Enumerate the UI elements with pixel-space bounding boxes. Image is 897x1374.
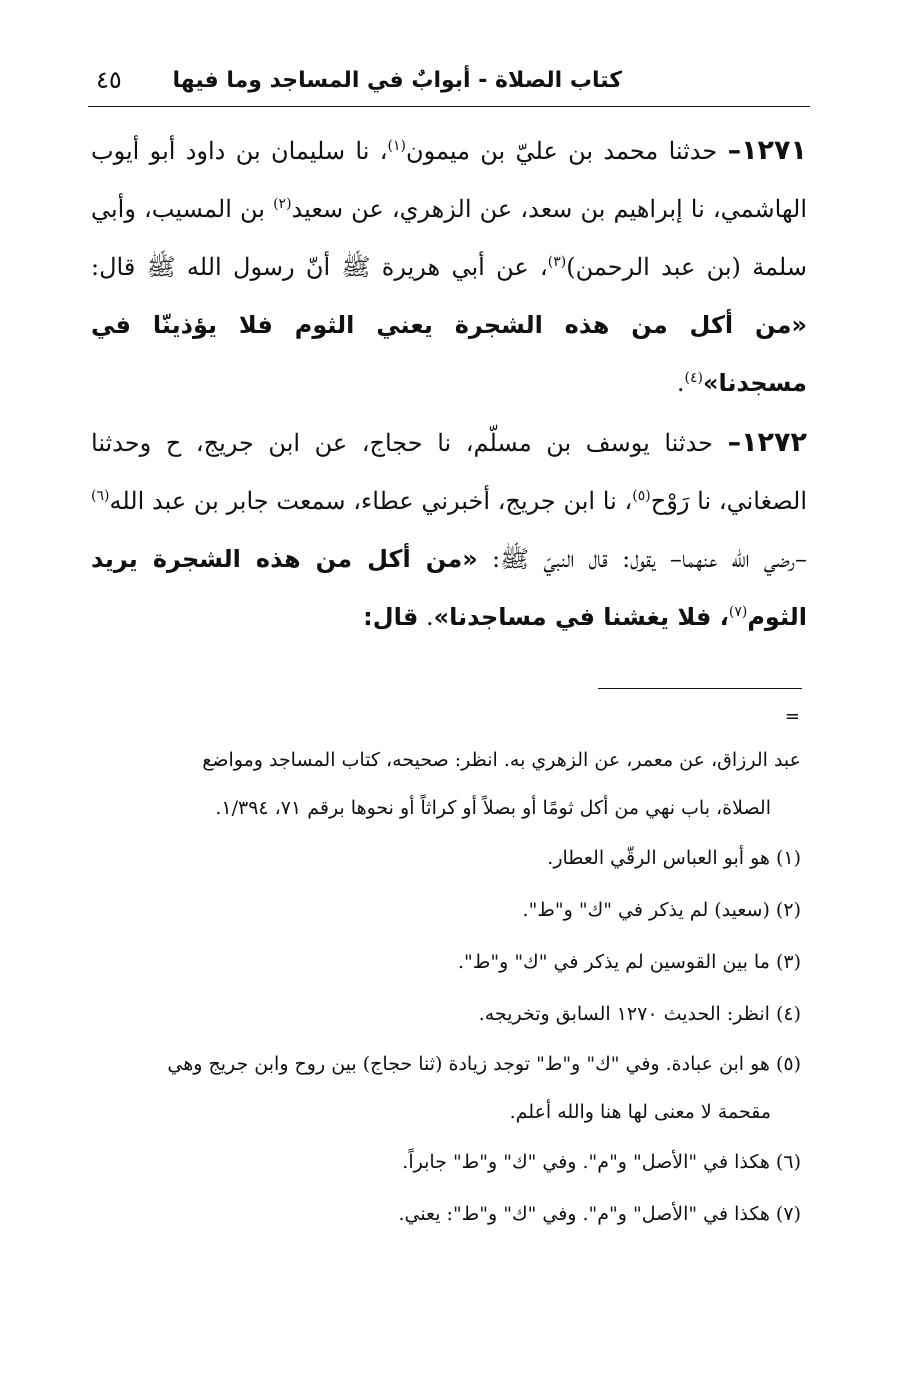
footnote-continuation-mark: = bbox=[784, 706, 800, 727]
footnote-ref: (٦) bbox=[91, 488, 110, 504]
footnote-ref: (٢) bbox=[273, 196, 292, 212]
footnote-ref: (٥) bbox=[632, 488, 651, 504]
footnote-4: (٤) انظر: الحديث ١٢٧٠ السابق وتخريجه. bbox=[478, 1003, 801, 1025]
hadith-1272: ١٢٧٢– حدثنا يوسف بن مسلّم، نا حجاج، عن ابن جريج، ح وحدثنا الصغاني، نا رَوْح$^{(٥)}$، نا ابن جريج، أخبرني عطاء، سمعت جابر بن عبد الله$^{(٦)}$ –رضي الله عنهما– يقول: قال النبيّ ﷺ: «من أكل من هذه الشجرة يريد الثوم$^{(٧)}$، فلا يغشنا في مساجدنا». قال: bbox=[91, 427, 807, 631]
hadith-number: ١٢٧١ bbox=[741, 135, 807, 166]
footnote-ref: (١) bbox=[387, 138, 406, 154]
footnotes bbox=[89, 736, 801, 1240]
prophetic-quote: من أكل من هذه الشجرة يريد الثوم bbox=[91, 545, 807, 631]
running-header bbox=[88, 62, 810, 107]
hadith-number: ١٢٧٢ bbox=[741, 427, 807, 458]
page-number: ٤٥ bbox=[96, 66, 122, 94]
footnote-continued: الصلاة، باب نهي من أكل ثومًا أو بصلاً أو كراثاً أو نحوها برقم ٧١، ١/٣٩٤. bbox=[215, 797, 771, 819]
footnote-continued: عبد الرزاق، عن معمر، عن الزهري به. انظر: صحيحه، كتاب المساجد ومواضع bbox=[202, 749, 801, 771]
main-text bbox=[91, 122, 807, 646]
hadith-1271: ١٢٧١– حدثنا محمد بن عليّ بن ميمون$^{(١)}$، نا سليمان بن داود أبو أيوب الهاشمي، نا إبراهيم بن سعد، عن الزهري، عن سعيد$^{(٢)}$ بن المسيب، وأبي سلمة (بن عبد الرحمن)$^{(٣)}$، عن أبي هريرة ﷺ أنّ رسول الله ﷺ قال: «من أكل من هذه الشجرة يعني الثوم فلا يؤذينّا في مسجدنا»$^{(٤)}$. bbox=[91, 135, 807, 397]
footnote-ref: (٣) bbox=[547, 254, 567, 270]
prophetic-quote: من أكل من هذه الشجرة يعني الثوم فلا يؤذينّا في مسجدنا bbox=[91, 311, 807, 397]
footnote-ref: (٤) bbox=[684, 370, 704, 386]
footnote-ref: (٧) bbox=[728, 604, 748, 620]
footnote-1: (١) هو أبو العباس الرقّي العطار. bbox=[547, 847, 801, 869]
footnote-3: (٣) ما بين القوسين لم يذكر في "ك" و"ط". bbox=[458, 951, 801, 973]
footnote-divider bbox=[598, 688, 802, 689]
chapter-title: كتاب الصلاة - أبوابٌ في المساجد وما فيها bbox=[172, 68, 622, 93]
footnote-5: (٥) هو ابن عبادة. وفي "ك" و"ط" توجد زيادة (ثنا حجاج) بين روح وابن جريج وهي bbox=[167, 1053, 801, 1075]
footnote-5-continued: مقحمة لا معنى لها هنا والله أعلم. bbox=[509, 1101, 771, 1123]
footnote-7: (٧) هكذا في "الأصل" و"م". وفي "ك" و"ط": يعني. bbox=[398, 1203, 801, 1225]
footnote-6: (٦) هكذا في "الأصل" و"م". وفي "ك" و"ط" جابراً. bbox=[402, 1151, 801, 1173]
footnote-2: (٢) (سعيد) لم يذكر في "ك" و"ط". bbox=[522, 899, 801, 921]
